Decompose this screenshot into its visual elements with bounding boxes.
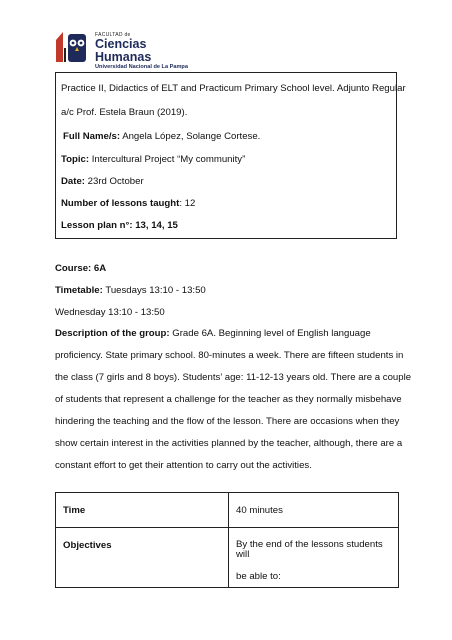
names-row [63, 131, 260, 142]
lessons-row [61, 198, 195, 209]
names-value: Angela López, Solange Cortese. [122, 131, 261, 142]
table-cell-value-line: By the end of the lessons students will [236, 539, 383, 560]
lesson-table [55, 492, 399, 588]
lessons-label: Number of lessons taught [61, 198, 180, 209]
table-row [56, 493, 399, 528]
description-line: proficiency. State primary school. 80-minutes a week. There are fifteen students in [55, 350, 404, 361]
names-label: Full Name/s: [63, 131, 121, 142]
table-cell-value-line: be able to: [236, 571, 281, 582]
timetable-value: Tuesdays 13:10 - 13:50 [105, 285, 206, 296]
date-label: Date: [61, 176, 85, 187]
course-title-line1: Practice II, Didactics of ELT and Practicum Primary School level. Adjunto Regular [61, 83, 406, 94]
topic-label: Topic: [61, 154, 90, 165]
logo-name-text: Ciencias Humanas [95, 37, 152, 64]
table-cell-value [229, 493, 399, 528]
description-line: show certain interest in the activities planned by the teacher, although, there are a [55, 438, 403, 449]
description-label: Description of the group: [55, 328, 170, 339]
logo-university-text: Universidad Nacional de La Pampa [95, 64, 188, 70]
date-value: 23rd October [87, 176, 144, 187]
timetable-row [55, 285, 206, 296]
table-cell-label: Time [56, 493, 229, 528]
date-row [61, 176, 144, 187]
description-line: of students that represent a challenge for the teacher as they normally misbehave [55, 394, 402, 405]
topic-value: Intercultural Project “My community” [91, 154, 246, 165]
description-first-line [55, 328, 371, 339]
table-cell-value [229, 528, 399, 588]
course-title-line2: a/c Prof. Estela Braun (2019). [61, 107, 188, 118]
table-row [56, 528, 399, 588]
owl-logo-icon [55, 28, 89, 64]
timetable-line2: Wednesday 13:10 - 13:50 [55, 307, 165, 318]
description-line: Grade 6A. Beginning level of English language [172, 328, 371, 339]
lessons-value: : 12 [179, 198, 196, 209]
course-label: Course: 6A [55, 263, 107, 274]
faculty-logo [55, 28, 205, 70]
table-cell-value-line: 40 minutes [236, 505, 283, 516]
logo-faculty-text: FACULTAD de [95, 32, 131, 38]
table-cell-label: Objectives [56, 528, 229, 588]
description-line: hindering the teaching and the flow of the lesson. There are occasions when they [55, 416, 400, 427]
header-info-box [55, 72, 406, 239]
timetable-label: Timetable: [55, 285, 103, 296]
description-line: the class (7 girls and 8 boys). Students’ age: 11-12-13 years old. There are a couple [55, 372, 412, 383]
description-line: constant effort to get their attention to carry out the activities. [55, 460, 312, 471]
topic-row [61, 154, 245, 165]
lesson-plan-number: Lesson plan n°: 13, 14, 15 [61, 220, 178, 231]
